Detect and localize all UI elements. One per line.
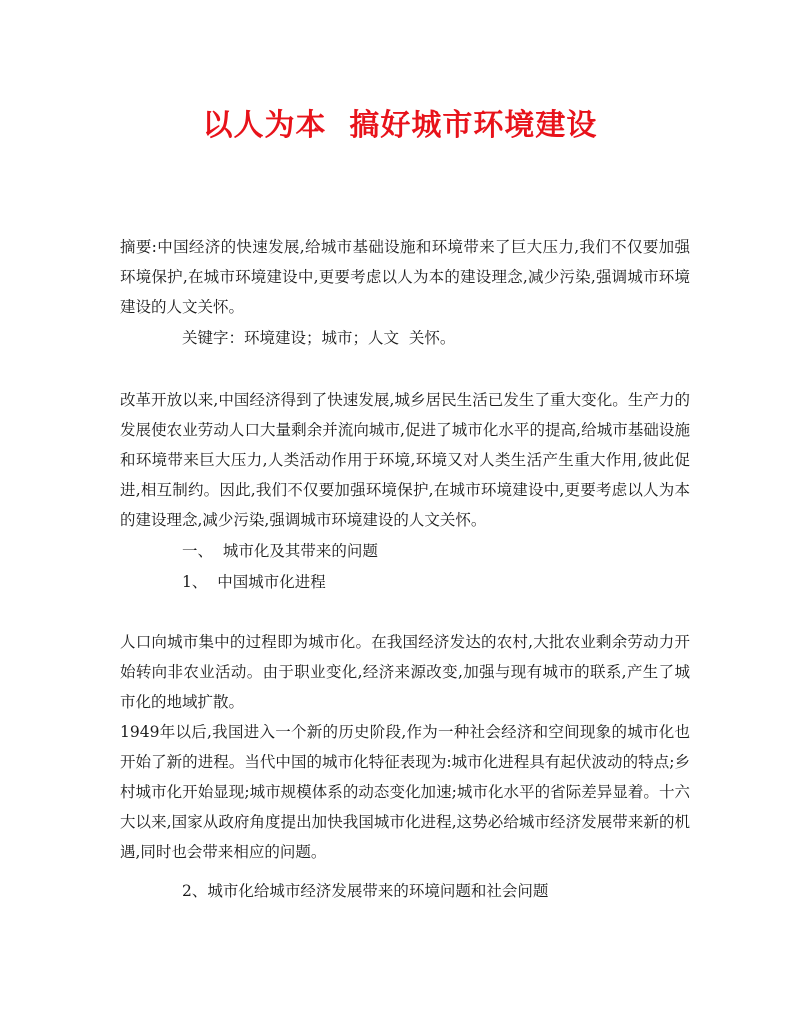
urbanization-block (120, 627, 690, 717)
keywords-line: 关键字：环境建设；城市；人文 关怀。 (182, 329, 456, 347)
abstract-block (120, 232, 690, 322)
abstract-paragraph: 摘要:中国经济的快速发展,给城市基础设施和环境带来了巨大压力,我们不仅要加强环境保护,在城市环境建设中,更要考虑以人为本的建设理念,减少污染,强调城市环境建设的人文关怀。 (120, 238, 690, 316)
subsection-2-heading: 2、城市化给城市经济发展带来的环境问题和社会问题 (182, 882, 549, 900)
history-block (120, 717, 690, 867)
section-1-heading: 一、 城市化及其带来的问题 (182, 542, 378, 560)
intro-block (120, 385, 690, 535)
document-title: 以人为本 搞好城市环境建设 (202, 108, 598, 143)
subsection-1-heading: 1、 中国城市化进程 (182, 573, 326, 591)
intro-paragraph: 改革开放以来,中国经济得到了快速发展,城乡居民生活已发生了重大变化。生产力的发展使农业劳动人口大量剩余并流向城市,促进了城市化水平的提高,给城市基础设施和环境带来巨大压力,人类活动作用于环境,环境又对人类生活产生重大作用,彼此促进,相互制约。因此,我们不仅要加强环境保护,在城市环境建设中,更要考虑以人为本的建设理念,减少污染,强调城市环境建设的人文关怀。 (120, 391, 690, 529)
urbanization-paragraph: 人口向城市集中的过程即为城市化。在我国经济发达的农村,大批农业剩余劳动力开始转向非农业活动。由于职业变化,经济来源改变,加强与现有城市的联系,产生了城市化的地域扩散。 (120, 633, 690, 711)
history-paragraph: 1949年以后,我国进入一个新的历史阶段,作为一种社会经济和空间现象的城市化也开始了新的进程。当代中国的城市化特征表现为:城市化进程具有起伏波动的特点;乡村城市化开始显现;城市规模体系的动态变化加速;城市化水平的省际差异显着。十六大以来,国家从政府角度提出加快我国城市化进程,这势必给城市经济发展带来新的机遇,同时也会带来相应的问题。 (120, 723, 690, 861)
